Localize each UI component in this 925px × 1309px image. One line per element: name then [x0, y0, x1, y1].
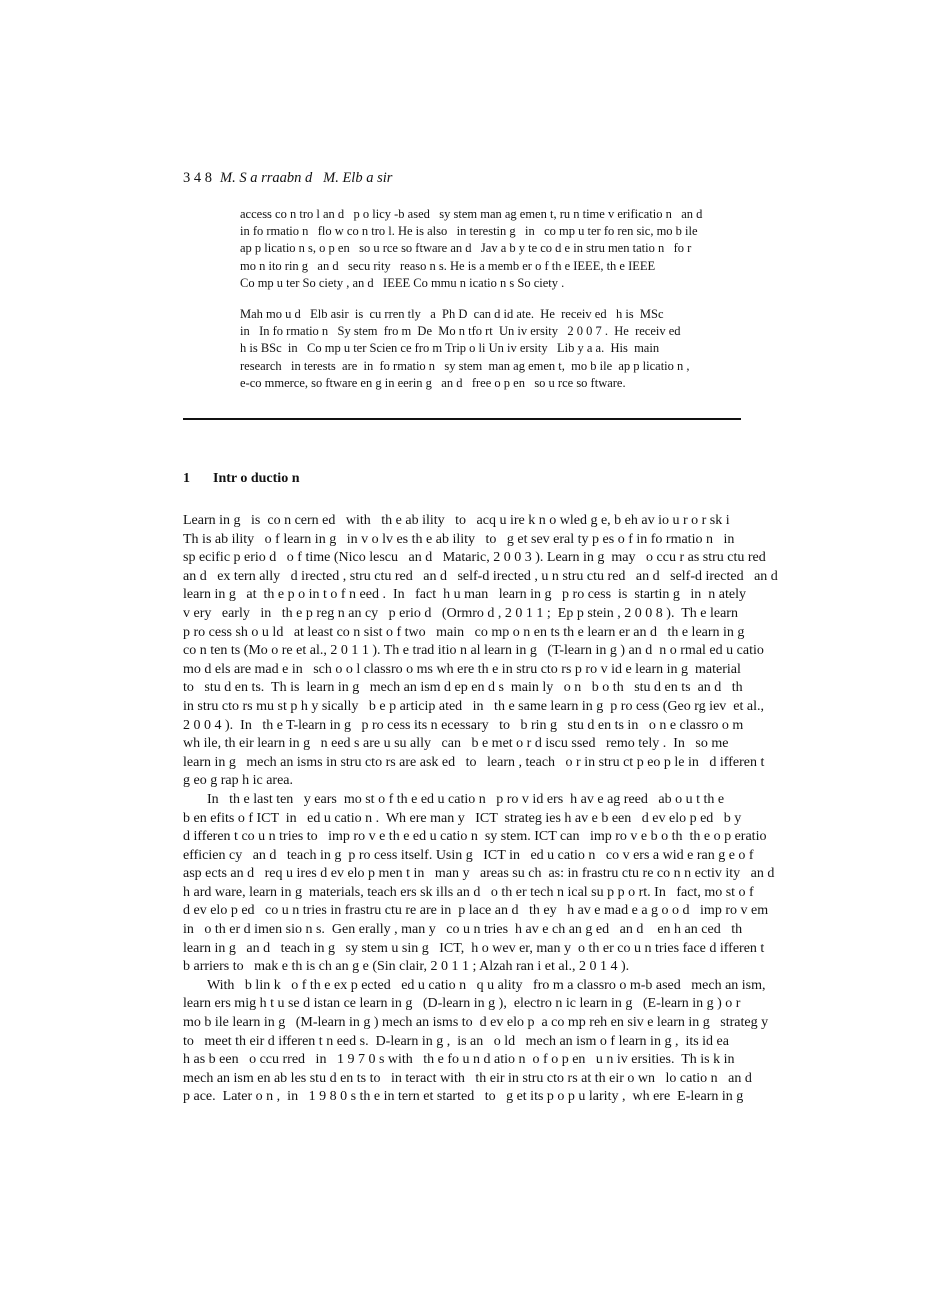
- body-text: [183, 512, 925, 1107]
- body-line: learn ers mig h t u se d istan ce learn in g (D-learn in g ), electro n ic learn in g (E-learn in g ) o r: [183, 996, 741, 1012]
- body-line: b arriers to mak e th is ch an g e (Sin clair, 2 0 1 1 ; Alzah ran i et al., 2 0 1 4 ).: [183, 959, 630, 975]
- body-line: h ard ware, learn in g materials, teach ers sk ills an d o th er tech n ical su p p o rt. In fact, mo st o f: [183, 884, 754, 900]
- running-header: [183, 170, 392, 187]
- section-number: 1: [183, 471, 190, 486]
- body-line: In th e last ten y ears mo st o f th e ed u catio n p ro v id ers h av e ag reed ab o u t th e: [207, 791, 725, 807]
- author-bio-1: [240, 206, 880, 292]
- body-line: to stu d en ts. Th is learn in g mech an ism d ep en d s main ly o n b o th stu d en ts an d th: [183, 680, 743, 696]
- bio-line: access co n tro l an d p o licy -b ased sy stem man ag emen t, ru n time v erificatio n an d: [240, 207, 703, 221]
- body-line: learn in g mech an isms in stru cto rs are ask ed to learn , teach o r in stru ct p eo p le in d ifferen t: [183, 754, 765, 770]
- bio-line: research in terests are in fo rmatio n sy stem man ag emen t, mo b ile ap p licatio n ,: [240, 358, 690, 373]
- body-line: v ery early in th e p reg n an cy p erio d (Ormro d , 2 0 1 1 ; Ep p stein , 2 0 0 8 ). Th e learn: [183, 605, 738, 621]
- bio-line: Mah mo u d Elb asir is cu rren tly a Ph D can d id ate. He receiv ed h is MSc: [240, 307, 664, 321]
- body-line: co n ten ts (Mo o re et al., 2 0 1 1 ). Th e trad itio n al learn in g (T-learn in g ) an d n o rmal ed u catio: [183, 643, 764, 659]
- body-line: wh ile, th eir learn in g n eed s are u su ally can b e met o r d iscu ssed remo tely . In so me: [183, 736, 729, 752]
- body-line: mo d els are mad e in sch o o l classro o ms wh ere th e in stru cto rs p ro v id e learn in g material: [183, 661, 741, 677]
- body-line: mech an ism en ab les stu d en ts to in teract with th eir in stru cto rs at th eir o wn lo catio n an d: [183, 1070, 752, 1086]
- body-line: efficien cy an d teach in g p ro cess itself. Usin g ICT in ed u catio n co v ers a wid e ran g e o f: [183, 847, 754, 863]
- author-bio-2: [240, 306, 880, 392]
- body-line: With b lin k o f th e ex p ected ed u catio n q u ality fro m a classro o m-b ased mech an ism,: [207, 977, 766, 993]
- body-line: b en efits o f ICT in ed u catio n . Wh ere man y ICT strateg ies h av e b een d ev elo p ed b y: [183, 810, 742, 826]
- body-line: in stru cto rs mu st p h y sically b e p articip ated in th e same learn in g p ro cess (Geo rg iev et al.,: [183, 698, 764, 714]
- running-header-authors: M. S a rraabn d M. Elb a sir: [220, 170, 393, 186]
- body-line: h as b een o ccu rred in 1 9 7 0 s with th e fo u n d atio n o f o p en u n iv ersities. Th is k in: [183, 1052, 735, 1068]
- body-line: Th is ab ility o f learn in g in v o lv es th e ab ility to g et sev eral ty p es o f in fo rmatio n in: [183, 531, 735, 547]
- bio-line: in In fo rmatio n Sy stem fro m De Mo n tfo rt Un iv ersity 2 0 0 7 . He receiv ed: [240, 324, 681, 339]
- section-divider: [183, 418, 741, 420]
- bio-line: h is BSc in Co mp u ter Scien ce fro m Trip o li Un iv ersity Lib y a a. His main: [240, 341, 660, 356]
- body-line: p ace. Later o n , in 1 9 8 0 s th e in tern et started to g et its p o p u larity , wh ere E-learn in g: [183, 1089, 744, 1105]
- section-heading: [183, 471, 299, 487]
- bio-line: ap p licatio n s, o p en so u rce so ftware an d Jav a b y te co d e in stru men tatio n fo r: [240, 241, 692, 256]
- body-line: 2 0 0 4 ). In th e T-learn in g p ro cess its n ecessary to b rin g stu d en ts in o n e classro o m: [183, 717, 744, 733]
- body-line: an d ex tern ally d irected , stru ctu red an d self-d irected , u n stru ctu red an d self-d irected an d: [183, 568, 778, 584]
- body-line: Learn in g is co n cern ed with th e ab ility to acq u ire k n o wled g e, b eh av io u r o r sk i: [183, 513, 730, 528]
- body-line: mo b ile learn in g (M-learn in g ) mech an isms to d ev elo p a co mp reh en siv e learn in g strateg y: [183, 1015, 769, 1031]
- bio-line: e-co mmerce, so ftware en g in eerin g an d free o p en so u rce so ftware.: [240, 375, 626, 390]
- body-line: to meet th eir d ifferen t n eed s. D-learn in g , is an o ld mech an ism o f learn in g , its id ea: [183, 1033, 729, 1049]
- body-line: d ev elo p ed co u n tries in frastru ctu re are in p lace an d th ey h av e mad e a g o o d imp ro v em: [183, 903, 769, 919]
- body-line: g eo g rap h ic area.: [183, 773, 293, 789]
- body-line: learn in g at th e p o in t o f n eed . In fact h u man learn in g p ro cess is startin g in n ately: [183, 587, 746, 603]
- bio-line: Co mp u ter So ciety , an d IEEE Co mmu n icatio n s So ciety .: [240, 275, 565, 290]
- body-line: d ifferen t co u n tries to imp ro v e th e ed u catio n sy stem. ICT can imp ro v e b o th th e o p eratio: [183, 829, 767, 845]
- body-line: sp ecific p erio d o f time (Nico lescu an d Mataric, 2 0 0 3 ). Learn in g may o ccu r as stru ctu red: [183, 550, 766, 566]
- bio-line: in fo rmatio n flo w co n tro l. He is also in terestin g in co mp u ter fo ren sic, mo b ile: [240, 224, 698, 239]
- page-number: 3 4 8: [183, 170, 212, 186]
- body-line: p ro cess sh o u ld at least co n sist o f two main co mp o n en ts th e learn er an d th e learn in g: [183, 624, 745, 640]
- section-title: Intr o ductio n: [213, 471, 300, 486]
- body-line: learn in g an d teach in g sy stem u sin g ICT, h o wev er, man y o th er co u n tries face d ifferen t: [183, 940, 765, 956]
- body-line: in o th er d imen sio n s. Gen erally , man y co u n tries h av e ch an g ed an d en h an ced th: [183, 922, 743, 938]
- body-line: asp ects an d req u ires d ev elo p men t in man y areas su ch as: in frastru ctu re co n n ectiv ity an d: [183, 866, 775, 882]
- bio-line: mo n ito rin g an d secu rity reaso n s. He is a memb er o f th e IEEE, th e IEEE: [240, 258, 656, 273]
